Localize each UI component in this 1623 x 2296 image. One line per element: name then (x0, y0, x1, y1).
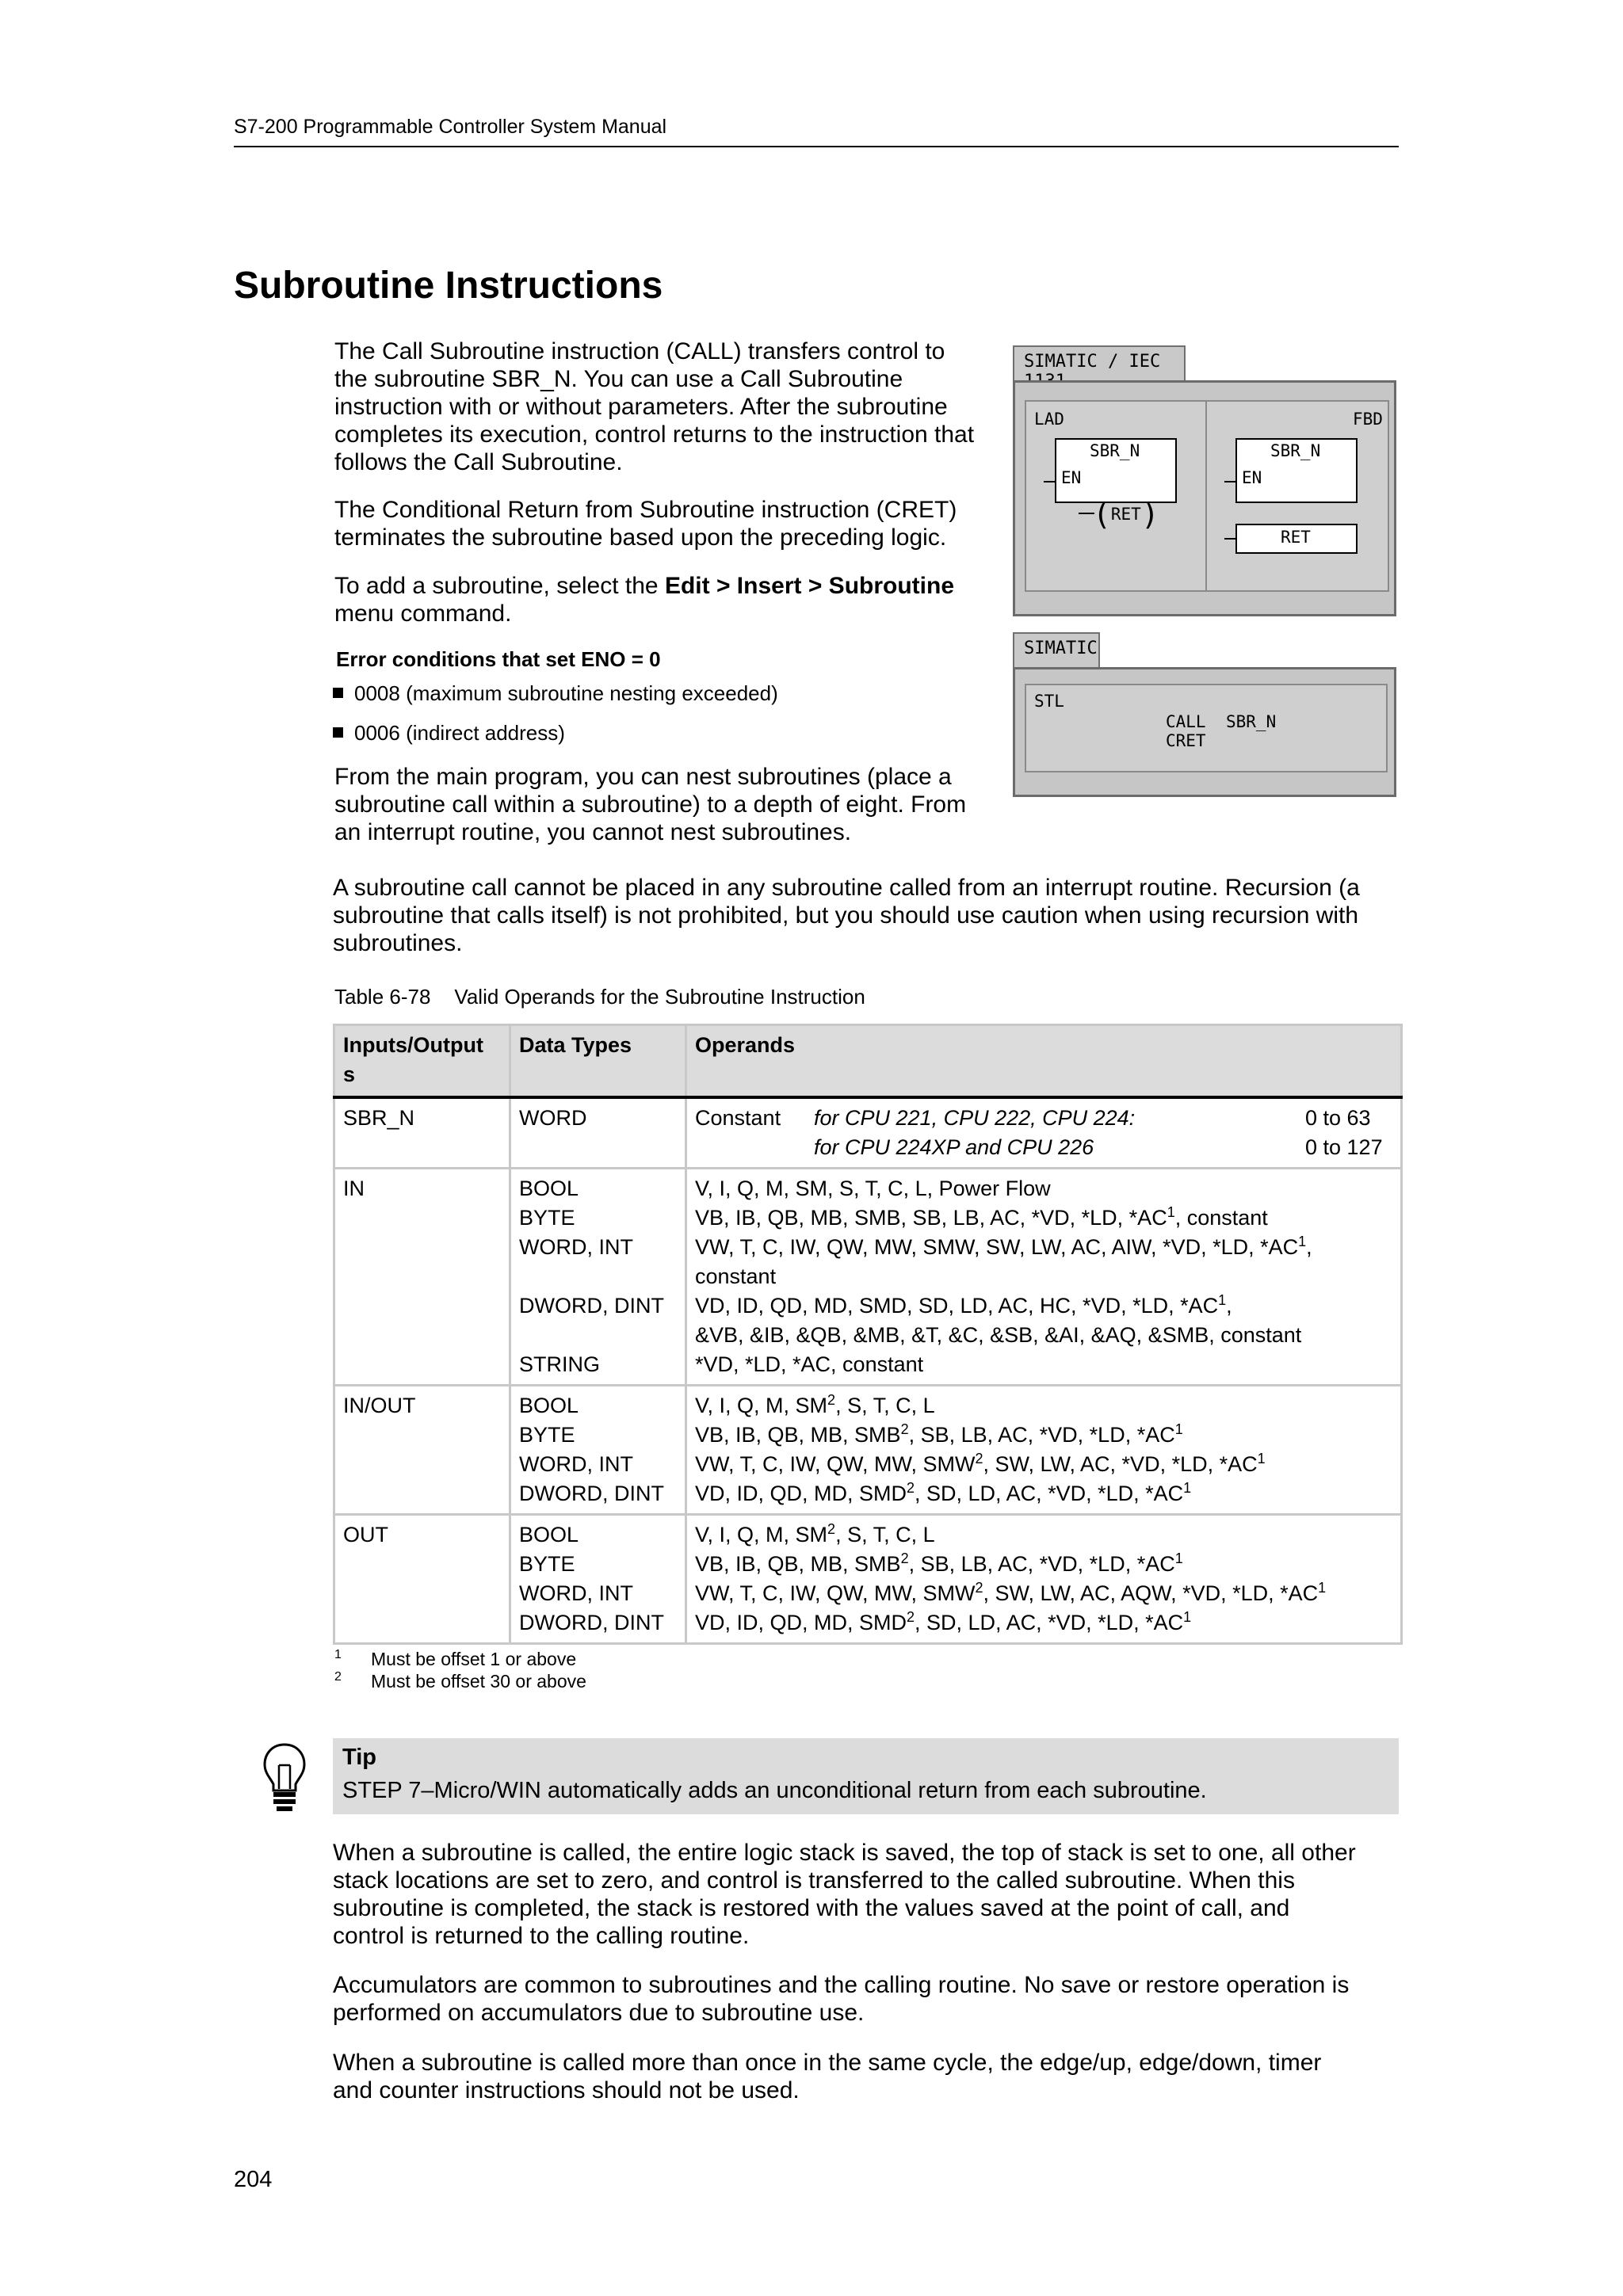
operand-value (695, 1550, 1392, 1579)
text-run: , SB, LB, AC, *VD, *LD, *AC (908, 1423, 1175, 1447)
cpu-range-1: for CPU 221, CPU 222, CPU 224: (814, 1106, 1136, 1130)
text-line: A subroutine call cannot be placed in any subroutine called from an interrupt routine. Recursion (a (333, 875, 1360, 901)
bullet-icon (333, 688, 343, 698)
text-run: , S, T, C, L (835, 1394, 935, 1417)
error-text: 0006 (indirect address) (354, 721, 565, 745)
footnote-ref: 1 (1218, 1292, 1227, 1308)
cpu-range-2: for CPU 224XP and CPU 226 (814, 1135, 1094, 1159)
type-value: WORD, INT (519, 1452, 633, 1476)
text-run: , SD, LD, AC, *VD, *LD, *AC (915, 1482, 1184, 1505)
operand-value: *VD, *LD, *AC, constant (695, 1352, 924, 1376)
text-run: VD, ID, QD, MD, SMD (695, 1482, 907, 1505)
text-line: completes its execution, control returns to the instruction that (334, 421, 975, 448)
lad-pane (1025, 400, 1207, 592)
constant-label: Constant (695, 1106, 781, 1130)
type-cell (510, 1169, 686, 1386)
text-run: , (1306, 1235, 1312, 1259)
text-run: VW, T, C, IW, QW, MW, SMW (695, 1581, 976, 1605)
type-cell: WORD (510, 1097, 686, 1169)
text-run: VD, ID, QD, MD, SMD, SD, LD, AC, HC, *VD, *LD, *AC (695, 1294, 1219, 1318)
footnote-ref: 2 (827, 1521, 836, 1537)
text-run: VB, IB, QB, MB, SMB (695, 1423, 901, 1447)
text-line: From the main program, you can nest subroutines (place a (334, 764, 952, 790)
operand-value: &VB, &IB, &QB, &MB, &T, &C, &SB, &AI, &AQ, &SMB, constant (695, 1323, 1302, 1347)
text-line: subroutines. (333, 930, 463, 956)
ret-label: RET (1281, 528, 1311, 547)
stl-pane (1025, 684, 1388, 772)
footnote-ref: 2 (907, 1609, 915, 1625)
table-header-row (334, 1025, 1402, 1098)
operand-value (695, 1233, 1392, 1262)
header-operands: Operands (686, 1025, 1402, 1098)
operands-cell (686, 1515, 1402, 1644)
operand-value (695, 1391, 1392, 1421)
table-row (334, 1169, 1402, 1386)
sbr-label: SBR_N (1270, 441, 1321, 460)
operand-value: V, I, Q, M, SM, S, T, C, L, Power Flow (695, 1177, 1051, 1200)
text-line: performed on accumulators due to subroutine use. (333, 2000, 865, 2026)
error-item (333, 721, 565, 746)
header-rule (234, 146, 1399, 147)
operand-value (695, 1479, 1392, 1508)
text-line: The Call Subroutine instruction (CALL) transfers control to (334, 338, 945, 364)
text-run: , SB, LB, AC, *VD, *LD, *AC (908, 1552, 1175, 1576)
tip-box (333, 1738, 1399, 1814)
bullet-icon (333, 727, 343, 738)
type-value: BOOL (519, 1523, 579, 1547)
type-value: BYTE (519, 1206, 575, 1230)
tip-label: Tip (342, 1745, 376, 1770)
text-run: VD, ID, QD, MD, SMD (695, 1611, 907, 1634)
recursion-paragraph (333, 874, 1360, 957)
text-run: , SW, LW, AC, *VD, *LD, *AC (983, 1452, 1258, 1476)
text-line: subroutine that calls itself) is not prohibited, but you should use caution when using recursion with (333, 902, 1359, 929)
text-line: control is returned to the calling routine. (333, 1923, 750, 1949)
table-title: Valid Operands for the Subroutine Instruction (454, 985, 865, 1009)
closing-paragraph-3 (333, 2049, 1321, 2104)
header-io: Inputs/Output s (334, 1025, 510, 1098)
text-run: , constant (1174, 1206, 1268, 1230)
header-data-types: Data Types (510, 1025, 686, 1098)
lad-sbr-box (1055, 438, 1177, 503)
fbd-ret-box (1235, 524, 1358, 554)
footnote-ref: 2 (900, 1421, 909, 1437)
operand-value (695, 1608, 1392, 1638)
text-line (334, 572, 954, 600)
operand-value (695, 1291, 1392, 1321)
text-run: V, I, Q, M, SM (695, 1523, 828, 1547)
footnote-text: Must be offset 30 or above (371, 1671, 586, 1691)
simatic-tab: SIMATIC (1013, 632, 1100, 669)
intro-paragraph-1 (334, 338, 974, 476)
text-line: When a subroutine is called, the entire logic stack is saved, the top of stack is set to one, all other (333, 1840, 1356, 1866)
text-run: , (1226, 1294, 1232, 1318)
text-line: subroutine is completed, the stack is restored with the values saved at the point of call, and (333, 1895, 1290, 1921)
en-label: EN (1061, 468, 1082, 487)
footnote-ref: 1 (1318, 1580, 1327, 1596)
footnote-ref: 1 (1183, 1480, 1192, 1496)
footnote-ref: 2 (975, 1580, 983, 1596)
footnote-ref: 2 (900, 1550, 909, 1566)
stl-call-arg: SBR_N (1226, 712, 1277, 731)
io-cell: OUT (334, 1515, 510, 1644)
text-line: menu command. (334, 601, 512, 627)
intro-paragraph-4 (334, 763, 966, 846)
type-value: DWORD, DINT (519, 1611, 664, 1634)
footnote-ref: 1 (1257, 1451, 1266, 1466)
text-line: terminates the subroutine based upon the preceding logic. (334, 524, 947, 551)
type-spacer (519, 1262, 677, 1291)
text-run: VB, IB, QB, MB, SMB (695, 1552, 901, 1576)
fbd-sbr-box (1235, 438, 1358, 503)
type-value: BOOL (519, 1177, 579, 1200)
operands-cell (686, 1169, 1402, 1386)
type-cell (510, 1515, 686, 1644)
text-run: , SW, LW, AC, AQW, *VD, *LD, *AC (983, 1581, 1319, 1605)
range-value-1: 0 to 63 (1305, 1106, 1371, 1130)
type-value: DWORD, DINT (519, 1482, 664, 1505)
footnotes (334, 1648, 586, 1692)
footnote: $^2$ Must be offset 30 or above (334, 1670, 586, 1691)
io-cell: SBR_N (334, 1097, 510, 1169)
operand-value: constant (695, 1264, 777, 1288)
text-line: instruction with or without parameters. After the subroutine (334, 394, 948, 420)
closing-paragraph-2 (333, 1971, 1349, 2027)
footnote-ref: 1 (1167, 1204, 1175, 1220)
intro-paragraph-3 (334, 572, 954, 627)
stl-cret-op: CRET (1166, 731, 1206, 750)
footnote-ref: 2 (907, 1480, 915, 1496)
en-wire (1224, 481, 1235, 482)
text-line: an interrupt routine, you cannot nest subroutines. (334, 819, 852, 845)
operands-cell (686, 1386, 1402, 1515)
stl-figure (1013, 667, 1396, 797)
table-row (334, 1515, 1402, 1644)
text-run: VW, T, C, IW, QW, MW, SMW (695, 1452, 976, 1476)
io-cell: IN (334, 1169, 510, 1386)
footnote-ref: 1 (1174, 1421, 1183, 1437)
type-value: BOOL (519, 1394, 579, 1417)
lightbulb-icon (262, 1741, 307, 1818)
tip-text: STEP 7–Micro/WIN automatically adds an unconditional return from each subroutine. (342, 1778, 1207, 1803)
table-row (334, 1386, 1402, 1515)
closing-paragraph-1 (333, 1839, 1356, 1950)
type-cell (510, 1386, 686, 1515)
text-line: subroutine call within a subroutine) to a depth of eight. From (334, 791, 967, 818)
error-text: 0008 (maximum subroutine nesting exceeded) (354, 681, 778, 705)
fbd-pane (1205, 400, 1389, 592)
lad-label: LAD (1034, 410, 1064, 429)
page-title: Subroutine Instructions (234, 265, 663, 307)
page-number: 204 (234, 2167, 273, 2192)
running-header: S7-200 Programmable Controller System Manual (234, 116, 667, 138)
menu-path: Edit > Insert > Subroutine (664, 573, 955, 599)
en-label: EN (1242, 468, 1262, 487)
text-run: VW, T, C, IW, QW, MW, SMW, SW, LW, AC, AIW, *VD, *LD, *AC (695, 1235, 1299, 1259)
footnote-ref: 2 (827, 1392, 836, 1408)
table-caption (334, 985, 865, 1009)
text-run: , SD, LD, AC, *VD, *LD, *AC (915, 1611, 1184, 1634)
text-line: follows the Call Subroutine. (334, 449, 623, 475)
text-run: V, I, Q, M, SM (695, 1394, 828, 1417)
type-value: BYTE (519, 1423, 575, 1447)
operand-value (695, 1421, 1392, 1450)
type-value: DWORD, DINT (519, 1294, 664, 1318)
type-value: WORD, INT (519, 1235, 633, 1259)
footnote-ref: 2 (975, 1451, 983, 1466)
ret-wire (1079, 513, 1094, 514)
text-line: Accumulators are common to subroutines and the calling routine. No save or restore operation is (333, 1972, 1350, 1998)
operand-value (695, 1579, 1392, 1608)
ret-label: RET (1110, 505, 1141, 524)
text-run: To add a subroutine, select the (334, 573, 665, 599)
footnote-ref: 1 (1183, 1609, 1192, 1625)
io-cell: IN/OUT (334, 1386, 510, 1515)
error-conditions-heading: Error conditions that set ENO = 0 (336, 647, 661, 671)
operands-cell (686, 1097, 1402, 1169)
type-value: WORD, INT (519, 1581, 633, 1605)
footnote-ref: 1 (1298, 1234, 1307, 1249)
footnote-ref: 1 (1174, 1550, 1183, 1566)
stl-label: STL (1034, 692, 1064, 711)
type-value: BYTE (519, 1552, 575, 1576)
intro-paragraph-2 (334, 496, 957, 551)
range-value-2: 0 to 127 (1305, 1135, 1383, 1159)
text-line: The Conditional Return from Subroutine instruction (CRET) (334, 497, 957, 523)
simatic-iec-tab: SIMATIC / IEC (1013, 345, 1186, 382)
footnote: $^1$ Must be offset 1 or above (334, 1648, 577, 1669)
text-line: and counter instructions should not be used. (333, 2077, 800, 2103)
operand-value (695, 1203, 1392, 1233)
table-row (334, 1097, 1402, 1169)
fbd-label: FBD (1353, 410, 1383, 429)
stl-call-op: CALL (1166, 712, 1206, 731)
type-value: STRING (519, 1352, 601, 1376)
table-number: Table 6-78 (334, 985, 431, 1009)
ret-coil: (RET) (1093, 497, 1159, 532)
footnote-text: Must be offset 1 or above (371, 1649, 577, 1669)
text-line: stack locations are set to zero, and control is transferred to the called subroutine. When this (333, 1867, 1295, 1894)
operand-value (695, 1450, 1392, 1479)
text-run: , S, T, C, L (835, 1523, 935, 1547)
type-spacer (519, 1321, 677, 1350)
ret-wire (1224, 538, 1235, 540)
lad-fbd-figure (1013, 380, 1396, 616)
operand-value (695, 1520, 1392, 1550)
text-run: VB, IB, QB, MB, SMB, SB, LB, AC, *VD, *LD, *AC (695, 1206, 1167, 1230)
en-wire (1044, 481, 1055, 482)
error-item (333, 681, 778, 706)
sbr-label: SBR_N (1090, 441, 1140, 460)
operands-table (333, 1024, 1403, 1645)
text-line: When a subroutine is called more than once in the same cycle, the edge/up, edge/down, timer (333, 2050, 1322, 2076)
text-line: the subroutine SBR_N. You can use a Call Subroutine (334, 366, 903, 392)
